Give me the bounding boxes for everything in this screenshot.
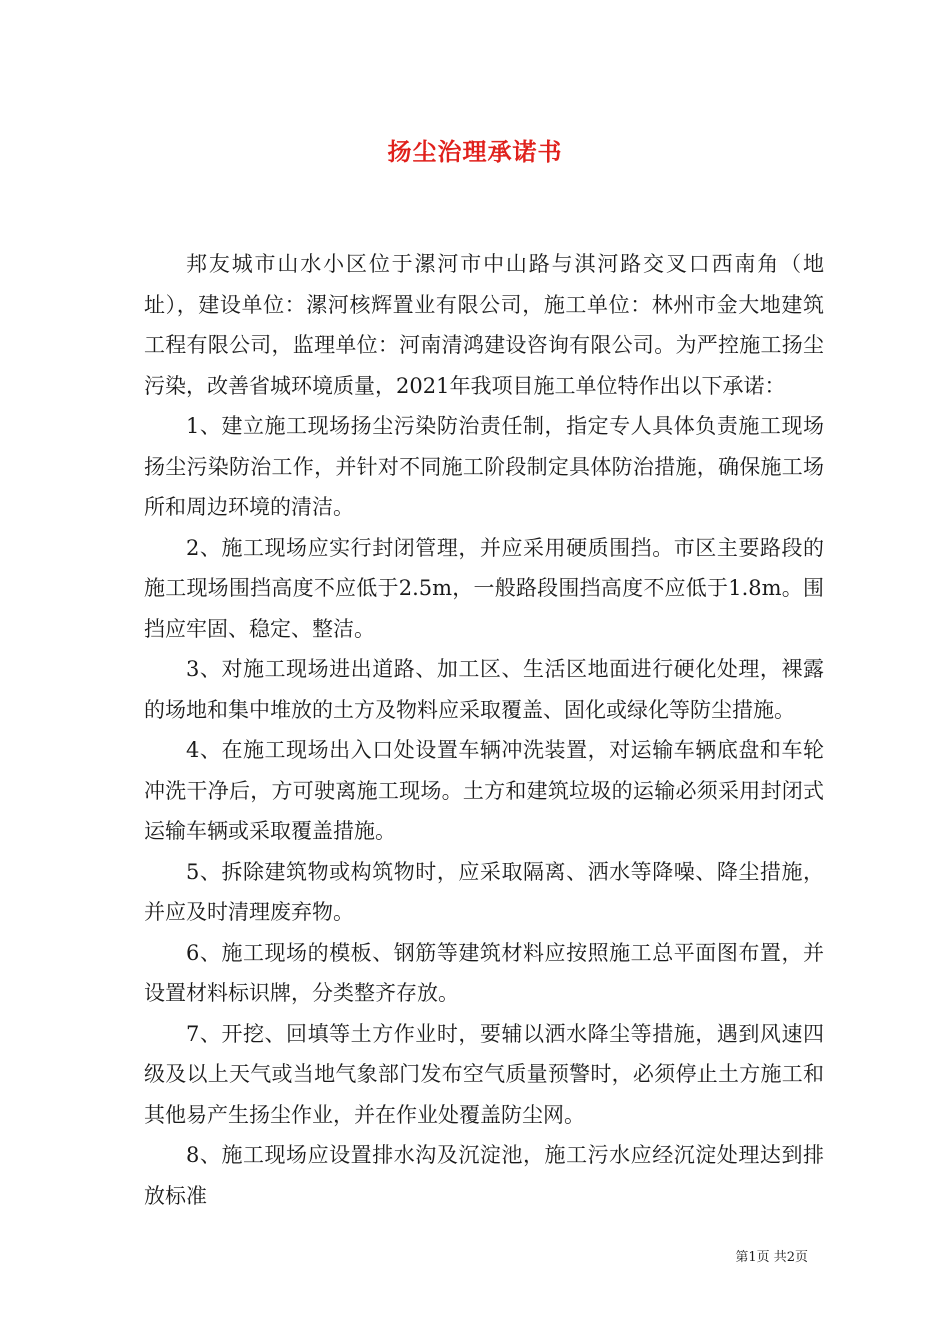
paragraph-intro: 邦友城市山水小区位于漯河市中山路与淇河路交叉口西南角（地址），建设单位：漯河核辉置业有限公司，施工单位：林州市金大地建筑工程有限公司，监理单位：河南清鸿建设咨询有限公司。为严控施工扬尘污染，改善省城环境质量，2021年我项目施工单位特作出以下承诺： [144,252,824,398]
paragraph-item-6: 6、施工现场的模板、钢筋等建筑材料应按照施工总平面图布置，并设置材料标识牌，分类整齐存放。 [144,940,824,1005]
document-title: 扬尘治理承诺书 [387,137,563,166]
document-body [144,244,824,1216]
paragraph-item-5: 5、拆除建筑物或构筑物时，应采取隔离、洒水等降噪、降尘措施，并应及时清理废弃物。 [144,859,824,924]
paragraph-item-8: 8、施工现场应设置排水沟及沉淀池，施工污水应经沉淀处理达到排放标准 [144,1143,824,1208]
paragraph-item-1: 1、建立施工现场扬尘污染防治责任制，指定专人具体负责施工现场扬尘污染防治工作，并针对不同施工阶段制定具体防治措施，确保施工场所和周边环境的清洁。 [144,414,824,519]
paragraph-item-4: 4、在施工现场出入口处设置车辆冲洗装置，对运输车辆底盘和车轮冲洗干净后，方可驶离施工现场。土方和建筑垃圾的运输必须采用封闭式运输车辆或采取覆盖措施。 [144,738,824,843]
paragraph-item-7: 7、开挖、回填等土方作业时，要辅以洒水降尘等措施，遇到风速四级及以上天气或当地气象部门发布空气质量预警时，必须停止土方施工和其他易产生扬尘作业，并在作业处覆盖防尘网。 [144,1021,824,1127]
page-number: 第1页 共2页 [735,1250,808,1265]
paragraph-item-3: 3、对施工现场进出道路、加工区、生活区地面进行硬化处理，裸露的场地和集中堆放的土方及物料应采取覆盖、固化或绿化等防尘措施。 [144,657,824,722]
paragraph-item-2: 2、施工现场应实行封闭管理，并应采用硬质围挡。市区主要路段的施工现场围挡高度不应低于2.5m，一般路段围挡高度不应低于1.8m。围挡应牢固、稳定、整洁。 [144,535,824,641]
